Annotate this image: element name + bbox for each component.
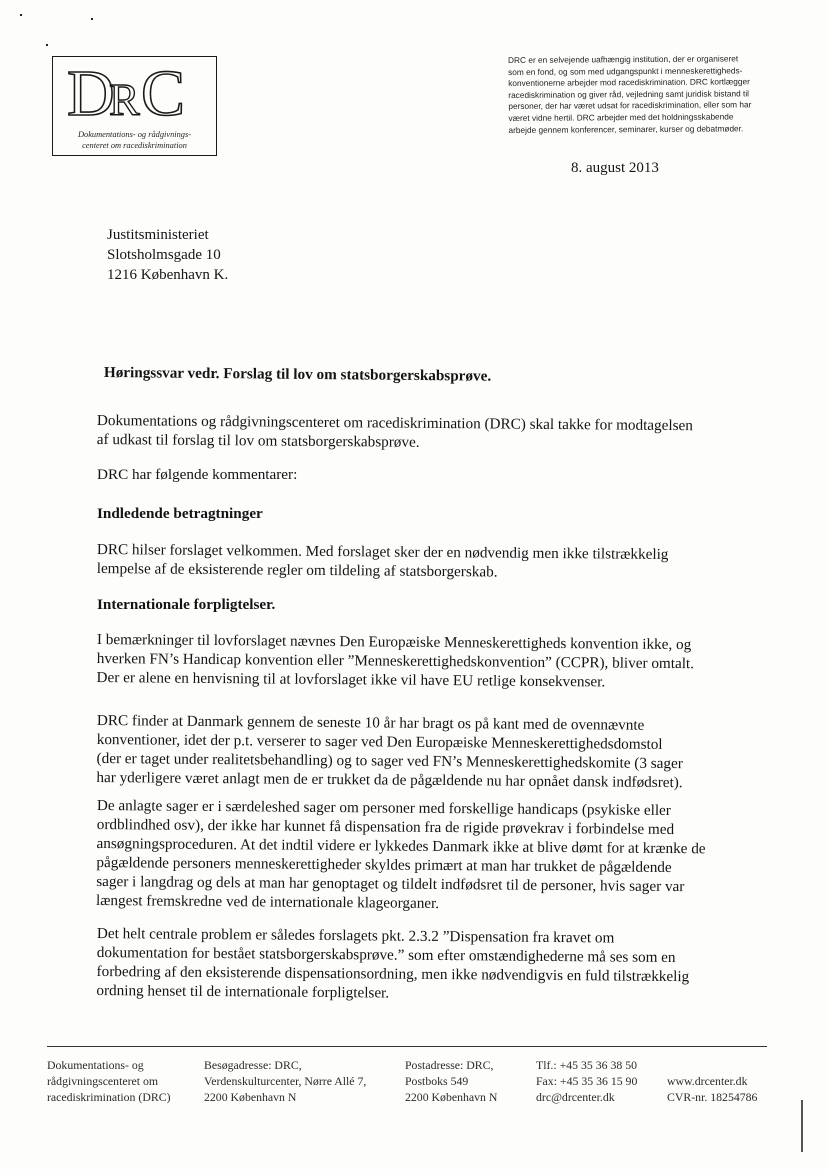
- body-line: lempelse af de eksisterende regler om tildeling af statsborgerskab.: [96, 559, 498, 581]
- letter-footer: [47, 1046, 767, 1117]
- body-line: Der er alene en henvisning til at lovforslaget ikke vil have EU retlige konsekvenser.: [96, 668, 606, 691]
- body-line: ansøgningsproceduren. At det indtil videre er lykkedes Danmark ikke at blive dømt for at krænke de: [96, 834, 706, 858]
- scan-edge-line: [801, 1100, 803, 1152]
- recipient-city: 1216 København K.: [107, 267, 229, 283]
- recipient-street: Slotsholmsgade 10: [107, 247, 221, 263]
- logo-tagline-line: Dokumentations- og rådgivnings-: [77, 130, 192, 139]
- body-line: DRC finder at Danmark gennem de seneste 10 år har bragt os på kant med de ovennævnte: [96, 712, 645, 734]
- footer-fax: Fax: +45 35 36 15 90: [536, 1074, 638, 1088]
- logo-tagline: [53, 129, 216, 151]
- body-line: DRC hilser forslaget velkommen. Med forslaget sker der en nødvendig men ikke tilstrækkelig: [96, 541, 669, 563]
- svg-text:C: C: [141, 57, 186, 129]
- body-line: ordblindhed osv), der ikke har kunnet få dispensation fra de rigide prøvekrav i forbindelse med: [96, 815, 675, 839]
- description-line: konventionerne arbejder mod racediskrimination. DRC kortlægger: [508, 76, 750, 89]
- body-line: De anlagte sager er i særdeleshed sager om personer med forskellige handicaps (psykiske eller: [96, 797, 671, 820]
- body-line: konventioner, idet der p.t. verserer to sager ved Den Europæiske Menneskerettighedsdomstol: [96, 730, 663, 753]
- footer-organization: [47, 1057, 171, 1105]
- letter-date: 8. august 2013: [571, 160, 659, 176]
- section-heading: Internationale forpligtelser.: [97, 596, 276, 613]
- footer-line: racediskrimination (DRC): [47, 1090, 171, 1104]
- body-line: ordning henset til de internationale forpligtelser.: [96, 981, 390, 1002]
- scan-speck: [20, 14, 22, 16]
- body-line: sager i langdrag og dels at man har genoptaget og tildelt indfødsret til de personer, hvis sager var: [96, 872, 685, 896]
- paragraph-intro: [96, 412, 757, 451]
- footer-postal-address: [405, 1057, 497, 1105]
- description-line: DRC er en selvejende uafhængig institution, der er organiseret: [508, 53, 739, 65]
- description-line: været vidne hertil. DRC arbejder med det holdningsskabende: [508, 111, 734, 123]
- scan-speck: [91, 18, 93, 20]
- drc-logo-mark: [65, 57, 205, 129]
- body-line: DRC har følgende kommentarer:: [97, 466, 298, 483]
- footer-line: 2200 København N: [204, 1090, 297, 1104]
- body-line: længest fremskredne ved de internationale klageorganer.: [96, 891, 440, 912]
- footer-line: Dokumentations- og: [47, 1058, 144, 1072]
- footer-line: 2200 København N: [405, 1090, 498, 1104]
- drc-logo: [52, 56, 217, 156]
- body-line: dokumentation for bestået statsborgerskabsprøve.” som efter omstændighederne må ses som en: [96, 943, 676, 967]
- paragraph-cases: [96, 797, 757, 912]
- footer-website: www.drcenter.dk: [667, 1074, 748, 1088]
- svg-text:D: D: [67, 57, 115, 129]
- letter-subject: Høringssvar vedr. Forslag til lov om statsborgerskabsprøve.: [103, 364, 492, 385]
- section-heading: Indledende betragtninger: [97, 505, 263, 522]
- footer-line: Postboks 549: [405, 1074, 469, 1088]
- paragraph-central-problem: [96, 925, 757, 1002]
- svg-text:R: R: [109, 74, 140, 125]
- paragraph-remarks: [96, 631, 757, 691]
- description-line: arbejde gennem konferencer, seminarer, kurser og debatmøder.: [508, 122, 744, 135]
- paragraph-conventions: [96, 712, 757, 792]
- body-line: forbedring af den eksisterende dispensationsordning, men ikke nødvendigvis en fuld tilstrækkelig: [96, 962, 690, 986]
- logo-tagline-line: centeret om racediskrimination: [82, 141, 187, 150]
- footer-cvr: CVR-nr. 18254786: [667, 1090, 758, 1104]
- footer-visiting-address: [204, 1057, 366, 1105]
- description-line: racediskrimination og giver råd, vejledning samt juridisk bistand til: [508, 88, 750, 100]
- footer-email: drc@drcenter.dk: [536, 1090, 615, 1104]
- body-line: I bemærkninger til lovforslaget nævnes Den Europæiske Menneskerettigheds konvention ikke, og: [96, 631, 692, 654]
- footer-line: rådgivningscenteret om: [47, 1074, 159, 1088]
- body-line: Dokumentations og rådgivningscenteret om racediskrimination (DRC) skal takke for modtagelsen: [96, 412, 693, 435]
- description-line: som en fond, og som med udgangspunkt i menneskerettigheds-: [508, 64, 743, 77]
- description-line: personer, der har været udsat for racediskrimination, eller som har: [508, 99, 752, 112]
- footer-line: Besøgadresse: DRC,: [204, 1058, 302, 1072]
- scan-speck: [46, 44, 48, 46]
- footer-contact: [536, 1057, 637, 1105]
- body-line: har yderligere været anlagt men de er trukket da de pågældende nu har opnået dansk indfødsret).: [96, 768, 683, 792]
- organization-description: [508, 53, 771, 136]
- body-line: hverken FN’s Handicap konvention eller ”Menneskerettighedskonvention” (CCPR), bliver omtalt.: [96, 649, 695, 673]
- footer-phone: Tlf.: +45 35 36 38 50: [536, 1058, 638, 1072]
- recipient-address: [107, 225, 228, 285]
- body-line: Det helt centrale problem er således forslagets pkt. 2.3.2 ”Dispensation fra kravet om: [96, 925, 615, 947]
- footer-line: Postadresse: DRC,: [405, 1058, 494, 1072]
- recipient-name: Justitsministeriet: [107, 227, 209, 243]
- body-line: (der er taget under realitetsbehandling) og to sager ved FN’s Menneskerettighedskomite (3 sager: [96, 749, 683, 773]
- footer-web: [667, 1073, 757, 1105]
- paragraph-welcome: [96, 541, 757, 581]
- body-line: pågældende personers menneskerettigheder skyldes primært at man har trukket de pågældende: [96, 853, 672, 877]
- body-line: af udkast til forslag til lov om statsborgerskabsprøve.: [96, 430, 420, 451]
- footer-line: Verdenskulturcenter, Nørre Allé 7,: [204, 1074, 367, 1088]
